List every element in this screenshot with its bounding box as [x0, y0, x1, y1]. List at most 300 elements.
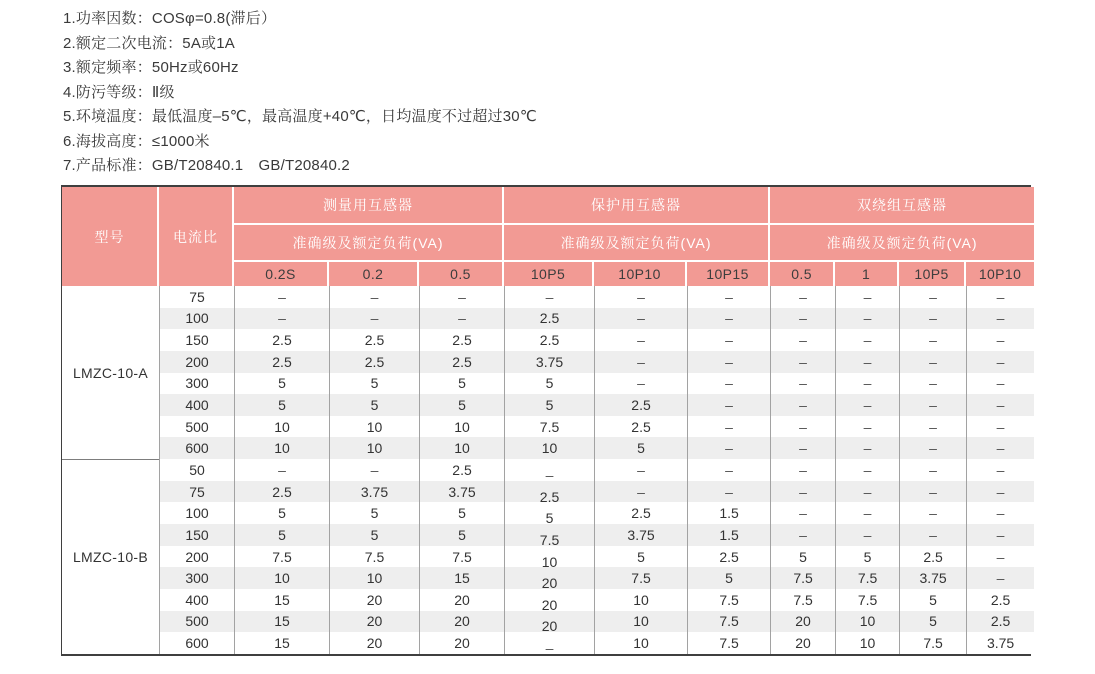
ratio-cell [159, 632, 234, 654]
header-col-0.2: 0.2 [329, 262, 419, 286]
value-cell [329, 589, 419, 611]
ratio-cell [159, 308, 234, 330]
value-cell [835, 437, 899, 459]
value-cell [234, 394, 329, 416]
value-cell [770, 394, 835, 416]
cell-value: – [799, 353, 807, 370]
value-cell [899, 632, 966, 654]
cell-value: – [725, 461, 733, 478]
cell-value: 7.5 [272, 548, 292, 565]
cell-value: 1.5 [719, 505, 739, 522]
value-cell [770, 611, 835, 633]
value-cell [687, 546, 770, 568]
cell-value: 2.5 [719, 548, 739, 565]
cell-value: – [799, 505, 807, 522]
value-cell [770, 351, 835, 373]
value-cell [770, 437, 835, 459]
value-cell [687, 502, 770, 524]
cell-value: – [637, 375, 645, 392]
cell-value: 20 [366, 591, 383, 608]
ratio-cell [159, 416, 234, 438]
value-cell [504, 502, 594, 527]
model-cell [62, 459, 159, 654]
cell-value: 3.75 [986, 635, 1015, 652]
spec-line: 3.额定频率：50Hz或60Hz [63, 59, 239, 76]
value-cell [594, 589, 687, 611]
cell-value: 7.5 [719, 613, 739, 630]
cell-value: 2.5 [272, 483, 292, 500]
header-col-0.2S: 0.2S [234, 262, 329, 286]
cell-value: 10 [633, 591, 649, 608]
value-cell [966, 481, 1034, 503]
value-cell [687, 416, 770, 438]
cell-value: 5 [370, 397, 379, 414]
value-cell [687, 481, 770, 503]
spec-line: 2.额定二次电流：5A或1A [63, 34, 236, 52]
cell-value: 10 [366, 440, 383, 457]
value-cell [687, 373, 770, 395]
value-cell [419, 394, 504, 416]
value-cell [419, 589, 504, 611]
cell-value: 2.5 [364, 353, 385, 370]
cell-value: – [863, 461, 872, 478]
cell-value: 20 [366, 613, 383, 630]
cell-value: – [996, 505, 1005, 522]
value-cell [594, 502, 687, 524]
ratio-value: 300 [185, 570, 209, 587]
cell-value: – [996, 375, 1005, 392]
cell-value: 2.5 [452, 353, 472, 370]
rating-table-container [61, 185, 1031, 656]
cell-value: 5 [637, 548, 645, 565]
cell-value: – [929, 397, 937, 414]
value-cell [234, 459, 329, 481]
value-cell [966, 394, 1034, 416]
value-cell [899, 567, 966, 589]
cell-value: – [725, 310, 733, 327]
cell-value: 7.5 [857, 591, 878, 608]
ratio-value: 500 [185, 613, 209, 630]
cell-value: – [458, 288, 466, 305]
value-cell [504, 589, 594, 611]
value-cell [770, 502, 835, 524]
table-row [62, 589, 1034, 611]
cell-value: 7.5 [539, 531, 560, 548]
value-cell [234, 589, 329, 611]
ratio-cell [159, 611, 234, 633]
value-cell [234, 351, 329, 373]
value-cell [770, 546, 835, 568]
cell-value: 7.5 [793, 591, 813, 608]
cell-value: – [799, 483, 807, 500]
cell-value: – [725, 375, 733, 392]
cell-value: 5 [278, 375, 286, 392]
ratio-cell [159, 286, 234, 308]
header-subtitle-protection: 准确级及额定负荷(VA) [504, 225, 770, 262]
value-cell [899, 373, 966, 395]
value-cell [899, 308, 966, 330]
value-cell [234, 546, 329, 568]
cell-value: – [929, 461, 937, 478]
ratio-cell [159, 546, 234, 568]
cell-value: 10 [274, 570, 290, 587]
table-row [62, 459, 1034, 481]
value-cell [419, 546, 504, 568]
value-cell [899, 351, 966, 373]
cell-value: – [637, 461, 645, 478]
cell-value: 10 [454, 440, 470, 457]
table-row [62, 567, 1034, 589]
cell-value: – [863, 440, 872, 457]
table-row [62, 351, 1034, 373]
cell-value: – [799, 310, 807, 327]
value-cell [899, 524, 966, 546]
value-cell [329, 286, 419, 308]
cell-value: 3.75 [627, 526, 655, 543]
cell-value: – [725, 483, 733, 500]
value-cell [687, 611, 770, 633]
cell-value: 2.5 [923, 548, 943, 565]
value-cell [835, 351, 899, 373]
spec-line: 6.海拔高度：≤1000米 [63, 132, 210, 150]
cell-value: 20 [454, 591, 470, 608]
header-group-dual-winding: 双绕组互感器 [770, 187, 1034, 225]
value-cell [770, 567, 835, 589]
cell-value: 5 [637, 440, 645, 457]
header-col-dual-10P10: 10P10 [966, 262, 1034, 286]
value-cell [419, 351, 504, 373]
cell-value: – [545, 466, 554, 483]
cell-value: – [370, 310, 379, 327]
value-cell [594, 611, 687, 633]
cell-value: – [929, 332, 937, 349]
value-cell [329, 632, 419, 654]
value-cell [594, 437, 687, 459]
cell-value: 20 [366, 635, 383, 652]
value-cell [835, 524, 899, 546]
table-row [62, 286, 1034, 308]
cell-value: – [863, 353, 872, 370]
cell-value: 2.5 [452, 332, 472, 349]
cell-value: 2.5 [539, 310, 560, 327]
ratio-value: 150 [185, 332, 209, 349]
value-cell [594, 416, 687, 438]
table-header [62, 187, 1034, 286]
value-cell [419, 286, 504, 308]
cell-value: 2.5 [272, 332, 292, 349]
value-cell [329, 308, 419, 330]
value-cell [966, 611, 1034, 633]
ratio-cell [159, 459, 234, 481]
value-cell [419, 308, 504, 330]
value-cell [899, 286, 966, 308]
ratio-value: 100 [185, 310, 209, 327]
model-label: LMZC-10-A [72, 364, 149, 381]
value-cell [329, 481, 419, 503]
cell-value: 7.5 [719, 635, 739, 652]
header-subtitle-dual-winding: 准确级及额定负荷(VA) [770, 225, 1034, 262]
cell-value: 20 [541, 596, 558, 613]
value-cell [966, 351, 1034, 373]
header-group-protection: 保护用互感器 [504, 187, 770, 225]
cell-value: 5 [458, 505, 466, 522]
value-cell [329, 416, 419, 438]
ratio-cell [159, 394, 234, 416]
cell-value: 5 [929, 591, 937, 608]
cell-value: 7.5 [793, 570, 813, 587]
cell-value: – [278, 461, 286, 478]
value-cell [234, 416, 329, 438]
value-cell [899, 481, 966, 503]
cell-value: 10 [633, 635, 649, 652]
value-cell [770, 459, 835, 481]
table-row [62, 546, 1034, 568]
ratio-value: 75 [189, 483, 205, 500]
value-cell [770, 632, 835, 654]
value-cell [966, 546, 1034, 568]
ratio-cell [159, 502, 234, 524]
value-cell [329, 524, 419, 546]
value-cell [966, 416, 1034, 438]
header-col-10P10: 10P10 [594, 262, 687, 286]
value-cell [329, 567, 419, 589]
ratio-value: 400 [185, 397, 209, 414]
header-col-dual-0.5: 0.5 [770, 262, 835, 286]
ratio-cell [159, 373, 234, 395]
table-row [62, 394, 1034, 416]
cell-value: – [863, 418, 872, 435]
ratio-value: 600 [185, 635, 209, 652]
value-cell [329, 351, 419, 373]
cell-value: – [996, 461, 1005, 478]
table-row [62, 416, 1034, 438]
cell-value: 2.5 [631, 505, 651, 522]
value-cell [234, 308, 329, 330]
cell-value: 2.5 [272, 353, 292, 370]
value-cell [966, 632, 1034, 654]
cell-value: 2.5 [364, 332, 385, 349]
cell-value: – [458, 310, 466, 327]
cell-value: – [370, 288, 379, 305]
value-cell [234, 437, 329, 459]
cell-value: – [799, 332, 807, 349]
cell-value: – [996, 310, 1005, 327]
value-cell [770, 373, 835, 395]
value-cell [687, 437, 770, 459]
value-cell [504, 394, 594, 416]
cell-value: – [929, 440, 937, 457]
ratio-cell [159, 589, 234, 611]
cell-value: 5 [370, 505, 379, 522]
cell-value: – [929, 505, 937, 522]
value-cell [594, 351, 687, 373]
value-cell [770, 416, 835, 438]
cell-value: 2.5 [452, 461, 472, 478]
value-cell [966, 459, 1034, 481]
value-cell [419, 632, 504, 654]
ratio-value: 400 [185, 591, 209, 608]
cell-value: – [725, 440, 733, 457]
cell-value: – [996, 418, 1005, 435]
value-cell [329, 437, 419, 459]
table-row [62, 632, 1034, 654]
value-cell [329, 502, 419, 524]
value-cell [687, 524, 770, 546]
value-cell [504, 373, 594, 395]
value-cell [835, 567, 899, 589]
value-cell [594, 329, 687, 351]
cell-value: 10 [541, 440, 558, 457]
cell-value: 5 [278, 397, 286, 414]
value-cell [234, 373, 329, 395]
value-cell [504, 459, 594, 481]
value-cell [504, 286, 594, 308]
table-row [62, 308, 1034, 330]
value-cell [329, 394, 419, 416]
cell-value: 3.75 [919, 570, 947, 587]
cell-value: – [725, 332, 733, 349]
value-cell [504, 308, 594, 330]
model-cell [62, 286, 159, 459]
value-cell [329, 373, 419, 395]
cell-value: 7.5 [719, 591, 739, 608]
value-cell [419, 611, 504, 633]
value-cell [687, 329, 770, 351]
cell-value: – [799, 397, 807, 414]
value-cell [899, 611, 966, 633]
cell-value: 10 [366, 570, 383, 587]
value-cell [419, 502, 504, 524]
cell-value: – [725, 418, 733, 435]
value-cell [329, 459, 419, 481]
value-cell [966, 437, 1034, 459]
value-cell [835, 329, 899, 351]
cell-value: 15 [274, 613, 290, 630]
value-cell [770, 589, 835, 611]
cell-value: 5 [863, 548, 872, 565]
header-model: 型号 [62, 187, 159, 286]
value-cell [329, 329, 419, 351]
value-cell [687, 459, 770, 481]
cell-value: – [863, 310, 872, 327]
cell-value: 15 [274, 635, 290, 652]
value-cell [594, 459, 687, 481]
value-cell [594, 632, 687, 654]
model-label: LMZC-10-B [72, 549, 149, 566]
cell-value: – [863, 332, 872, 349]
cell-value: 20 [795, 613, 811, 630]
cell-value: – [929, 526, 937, 543]
value-cell [899, 502, 966, 524]
table-row [62, 329, 1034, 351]
ratio-value: 150 [185, 526, 209, 543]
cell-value: – [863, 483, 872, 500]
value-cell [770, 308, 835, 330]
cell-value: 2.5 [539, 488, 560, 505]
value-cell [594, 308, 687, 330]
value-cell [504, 567, 594, 592]
cell-value: 5 [545, 375, 554, 392]
cell-value: – [996, 570, 1005, 587]
cell-value: 1.5 [719, 526, 739, 543]
cell-value: – [278, 288, 286, 305]
cell-value: – [637, 353, 645, 370]
value-cell [770, 481, 835, 503]
cell-value: – [637, 310, 645, 327]
cell-value: – [545, 640, 554, 657]
value-cell [594, 394, 687, 416]
ratio-cell [159, 524, 234, 546]
cell-value: – [863, 397, 872, 414]
rating-table [62, 187, 1034, 657]
cell-value: – [929, 483, 937, 500]
value-cell [770, 329, 835, 351]
cell-value: 10 [633, 613, 649, 630]
cell-value: 10 [541, 553, 558, 570]
cell-value: – [996, 353, 1005, 370]
cell-value: – [863, 505, 872, 522]
value-cell [687, 567, 770, 589]
cell-value: 3.75 [360, 483, 389, 500]
cell-value: – [929, 418, 937, 435]
value-cell [419, 459, 504, 481]
cell-value: 3.75 [448, 483, 476, 500]
cell-value: – [799, 461, 807, 478]
value-cell [419, 329, 504, 351]
cell-value: – [863, 526, 872, 543]
value-cell [504, 524, 594, 546]
cell-value: – [929, 288, 937, 305]
value-cell [899, 394, 966, 416]
value-cell [687, 286, 770, 308]
cell-value: – [929, 375, 937, 392]
value-cell [899, 589, 966, 611]
value-cell [835, 308, 899, 330]
cell-value: – [996, 397, 1005, 414]
cell-value: 20 [454, 635, 470, 652]
value-cell [329, 611, 419, 633]
value-cell [835, 502, 899, 524]
cell-value: – [725, 288, 733, 305]
header-subtitle-measuring: 准确级及额定负荷(VA) [234, 225, 504, 262]
ratio-value: 50 [189, 461, 205, 478]
cell-value: 15 [274, 591, 290, 608]
table-row [62, 481, 1034, 503]
value-cell [234, 329, 329, 351]
table-row [62, 502, 1034, 524]
value-cell [234, 524, 329, 546]
value-cell [594, 546, 687, 568]
value-cell [835, 394, 899, 416]
cell-value: 10 [274, 418, 290, 435]
cell-value: – [996, 288, 1005, 305]
ratio-value: 500 [185, 418, 209, 435]
cell-value: 20 [454, 613, 470, 630]
cell-value: 7.5 [631, 570, 651, 587]
value-cell [419, 524, 504, 546]
cell-value: – [637, 332, 645, 349]
cell-value: – [799, 526, 807, 543]
cell-value: 3.75 [535, 353, 564, 370]
cell-value: 5 [458, 397, 466, 414]
cell-value: – [799, 288, 807, 305]
value-cell [835, 546, 899, 568]
ratio-cell [159, 481, 234, 503]
value-cell [419, 567, 504, 589]
cell-value: – [370, 461, 379, 478]
cell-value: – [996, 526, 1005, 543]
cell-value: 2.5 [631, 418, 651, 435]
